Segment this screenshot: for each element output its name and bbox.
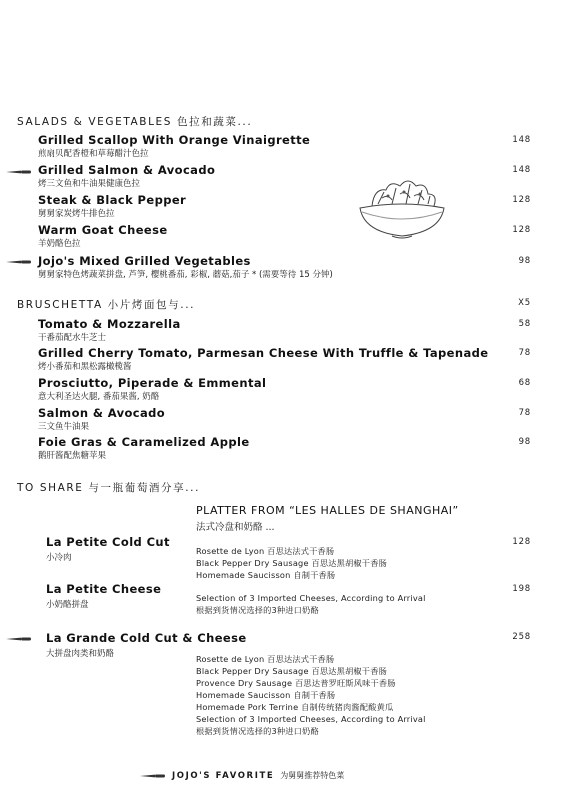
menu-item — [38, 406, 165, 432]
item-price: 128 — [512, 195, 531, 205]
menu-item — [38, 133, 310, 159]
footer-legend — [140, 770, 344, 781]
item-detail: 根据到货情况选择的3种进口奶酪 — [196, 726, 319, 736]
item-name-zh: 烤三文鱼和牛油果健康色拉 — [38, 179, 141, 189]
item-price: 258 — [512, 632, 531, 642]
bruschetta-count: X5 — [518, 298, 531, 308]
section-title-share: TO SHARE 与一瓶葡萄酒分享... — [17, 482, 201, 494]
item-price: 148 — [512, 165, 531, 175]
item-name: La Petite Cold Cut — [46, 535, 170, 549]
menu-item — [38, 317, 181, 343]
section-title-salads: SALADS & VEGETABLES 色拉和蔬菜... — [17, 116, 253, 128]
section-title-bruschetta: BRUSCHETTA 小片烤面包与... — [17, 299, 196, 311]
menu-item — [38, 346, 488, 372]
salad-bowl-icon — [352, 170, 452, 242]
menu-item — [38, 376, 266, 402]
item-detail: 根据到货情况选择的3种进口奶酪 — [196, 605, 319, 615]
item-detail: Black Pepper Dry Sausage 百思达黑胡椒干香肠 — [196, 558, 387, 568]
item-name-zh: 意大利圣达火腿, 番茄果酱, 奶酪 — [38, 392, 160, 402]
item-detail: Homemade Saucisson 自制干香肠 — [196, 570, 336, 580]
item-name-zh: 干番茄配水牛芝士 — [38, 333, 107, 343]
item-detail: Selection of 3 Imported Cheeses, According to Arrival — [196, 593, 426, 603]
item-name-zh: 烤小番茄和黑松露橄榄酱 — [38, 362, 132, 372]
item-detail: Homemade Pork Terrine 自制传统猪肉酱配酸黄瓜 — [196, 702, 394, 712]
item-name-zh: 舅舅家炭烤牛排色拉 — [38, 209, 115, 219]
item-name-zh: 舅舅家特色烤蔬菜拼盘, 芦笋, 樱桃番茄, 彩椒, 蘑菇,茄子 * (需要等待 15 分钟) — [38, 270, 333, 280]
item-name: Jojo's Mixed Grilled Vegetables — [38, 254, 251, 268]
item-name: Tomato & Mozzarella — [38, 317, 181, 331]
item-detail: Selection of 3 Imported Cheeses, According to Arrival — [196, 714, 426, 724]
platter-title: PLATTER FROM “LES HALLES DE SHANGHAI” — [196, 504, 459, 517]
item-name: Grilled Cherry Tomato, Parmesan Cheese With Truffle & Tapenade — [38, 346, 489, 360]
item-name: Grilled Scallop With Orange Vinaigrette — [38, 133, 311, 147]
menu-item — [38, 223, 168, 249]
item-price: 78 — [518, 408, 531, 418]
item-price: 98 — [518, 437, 531, 447]
item-price: 148 — [512, 135, 531, 145]
item-name: Foie Gras & Caramelized Apple — [38, 435, 250, 449]
item-detail: Rosette de Lyon 百思达法式干香肠 — [196, 654, 335, 664]
item-name: Prosciutto, Piperade & Emmental — [38, 376, 267, 390]
menu-item — [38, 163, 215, 189]
item-price: 58 — [518, 319, 531, 329]
item-price: 128 — [512, 225, 531, 235]
item-name: Warm Goat Cheese — [38, 223, 168, 237]
item-name-zh: 羊奶酪色拉 — [38, 239, 81, 249]
item-name: Grilled Salmon & Avocado — [38, 163, 216, 177]
item-price: 78 — [518, 348, 531, 358]
item-name-zh: 小奶酪拼盘 — [46, 600, 89, 610]
item-name-zh: 大拼盘肉类和奶酪 — [46, 649, 115, 659]
menu-item — [46, 535, 170, 563]
item-detail: Homemade Saucisson 自制干香肠 — [196, 690, 336, 700]
footer-label: JOJO'S FAVORITE — [172, 770, 275, 781]
menu-item — [38, 193, 186, 219]
knife-icon — [6, 168, 32, 176]
menu-item — [38, 435, 250, 461]
footer-label-zh: 为舅舅推荐特色菜 — [280, 771, 345, 780]
item-name: Steak & Black Pepper — [38, 193, 187, 207]
item-name: La Petite Cheese — [46, 582, 162, 596]
item-name: La Grande Cold Cut & Cheese — [46, 631, 247, 645]
platter-title-zh: 法式冷盘和奶酪 ... — [196, 522, 275, 533]
item-detail: Black Pepper Dry Sausage 百思达黑胡椒干香肠 — [196, 666, 387, 676]
knife-icon — [6, 258, 32, 266]
item-price: 198 — [512, 584, 531, 594]
item-price: 68 — [518, 378, 531, 388]
menu-item — [46, 582, 161, 610]
knife-icon — [6, 635, 32, 643]
item-name-zh: 小冷肉 — [46, 553, 72, 563]
item-name: Salmon & Avocado — [38, 406, 166, 420]
item-name-zh: 三文鱼牛油果 — [38, 422, 90, 432]
knife-icon — [140, 772, 166, 780]
item-price: 98 — [518, 256, 531, 266]
item-name-zh: 煎扇贝配香橙和草莓醋汁色拉 — [38, 149, 149, 159]
item-price: 128 — [512, 537, 531, 547]
item-name-zh: 鹅肝酱配焦糖苹果 — [38, 451, 107, 461]
item-detail: Rosette de Lyon 百思达法式干香肠 — [196, 546, 335, 556]
item-detail: Provence Dry Sausage 百思达普罗旺斯风味干香肠 — [196, 678, 396, 688]
menu-item — [38, 254, 333, 280]
